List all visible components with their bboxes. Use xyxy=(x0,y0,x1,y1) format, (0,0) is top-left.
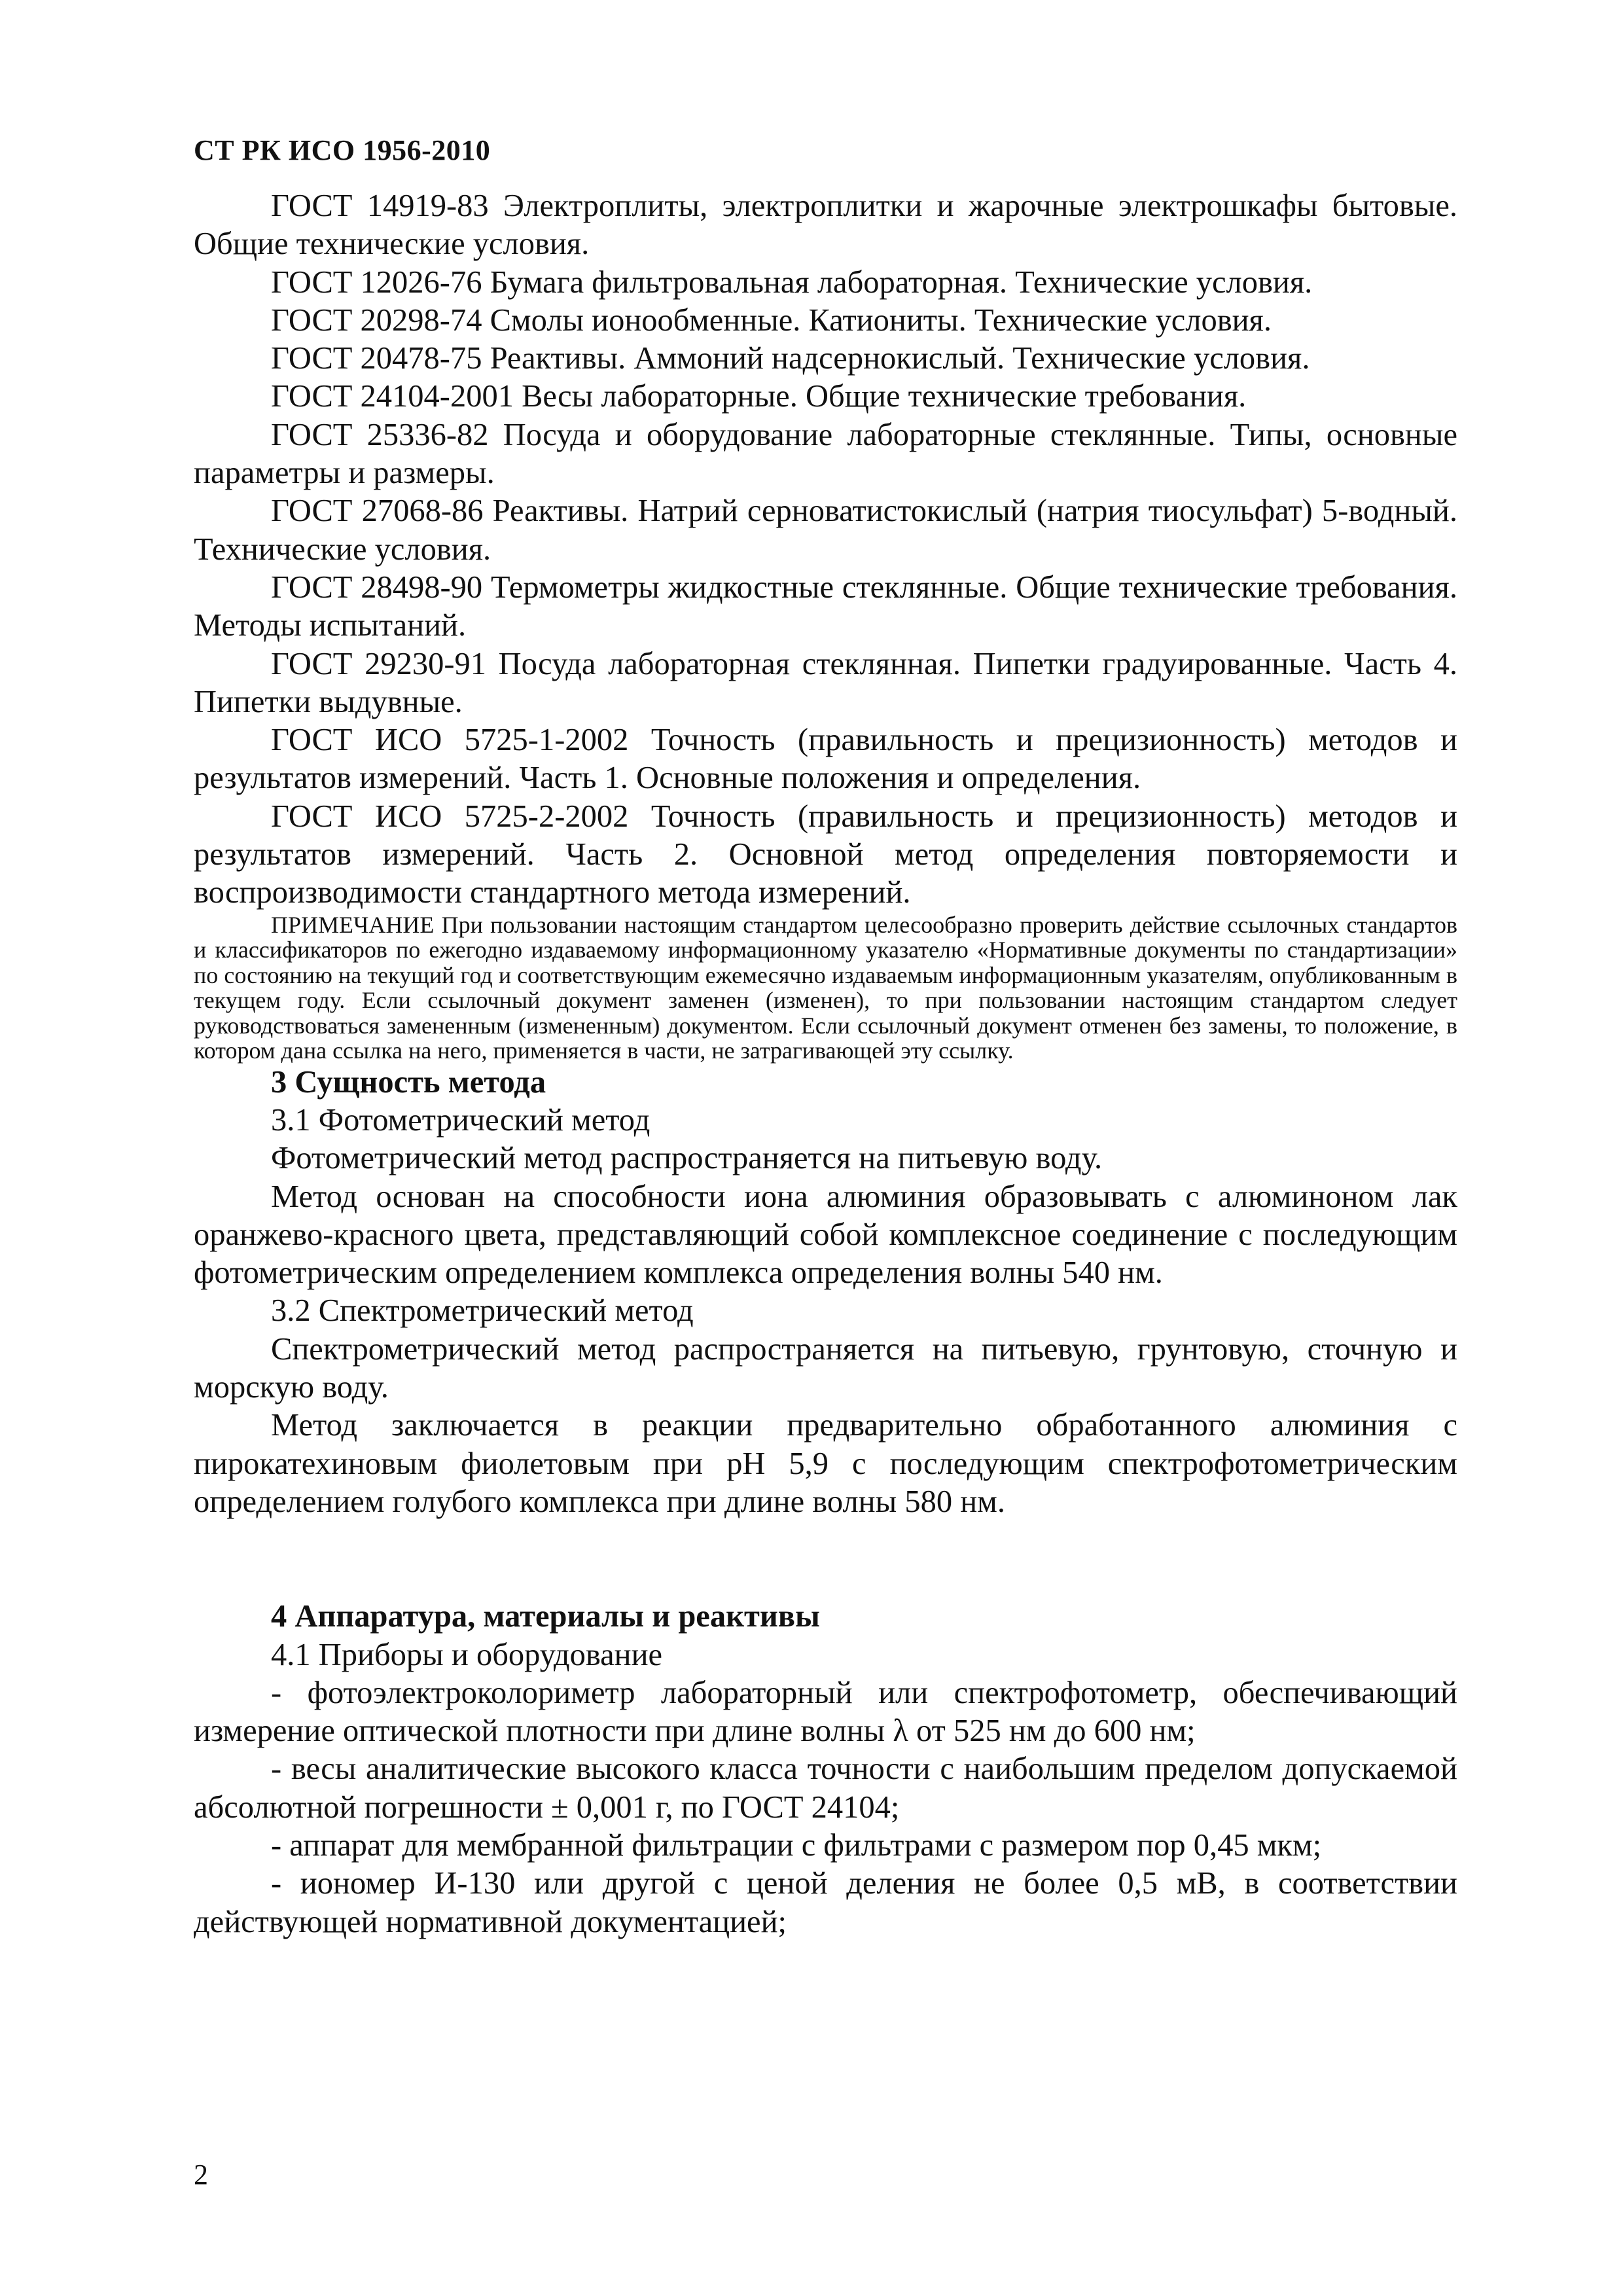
reference-item: ГОСТ 20478-75 Реактивы. Аммоний надсернокислый. Технические условия. xyxy=(271,341,1310,376)
section-3 xyxy=(194,1064,1457,1522)
paragraph: Метод основан на способности иона алюминия образовывать с алюминоном лак оранжево-красного цвета, представляющий собой комплексное соединение с последующим фотометрическим определением комплекса определения волны 540 нм. xyxy=(194,1179,1457,1291)
reference-item: ГОСТ ИСО 5725-2-2002 Точность (правильность и прецизионность) методов и результатов измерений. Часть 2. Основной метод определения повторяемости и воспроизводимости стандартного метода измерений. xyxy=(194,798,1457,910)
document-body xyxy=(194,187,1457,1941)
subsection-title: 4.1 Приборы и оборудование xyxy=(271,1637,663,1672)
reference-item: ГОСТ 20298-74 Смолы ионообменные. Катиониты. Технические условия. xyxy=(271,302,1272,338)
reference-item: ГОСТ 29230-91 Посуда лабораторная стеклянная. Пипетки градуированные. Часть 4. Пипетки выдувные. xyxy=(194,646,1457,719)
page-number: 2 xyxy=(194,2159,208,2191)
reference-item: ГОСТ 14919-83 Электроплиты, электроплитки и жарочные электрошкафы бытовые. Общие технические условия. xyxy=(194,188,1457,262)
reference-item: ГОСТ 25336-82 Посуда и оборудование лабораторные стеклянные. Типы, основные параметры и размеры. xyxy=(194,417,1457,491)
reference-item: ГОСТ 12026-76 Бумага фильтровальная лабораторная. Технические условия. xyxy=(271,264,1313,300)
note-paragraph: ПРИМЕЧАНИЕ При пользовании настоящим стандартом целесообразно проверить действие ссылочных стандартов и классификаторов по ежегодно издаваемому информационному указателю «Нормативные документы по стандартизации» по состоянию на текущий год и соответствующим ежемесячно издаваемым информационным указателям, опубликованным в текущем году. Если ссылочный документ заменен (изменен), то при пользовании настоящим стандартом следует руководствоваться замененным (измененным) документом. Если ссылочный документ отменен без замены, то положение, в котором дана ссылка на него, применяется в части, не затрагивающей эту ссылку. xyxy=(194,911,1457,1064)
reference-item: ГОСТ 28498-90 Термометры жидкостные стеклянные. Общие технические требования. Методы испытаний. xyxy=(194,569,1457,643)
list-item: - фотоэлектроколориметр лабораторный или спектрофотометр, обеспечивающий измерение оптической плотности при длине волны λ от 525 нм до 600 нм; xyxy=(194,1675,1457,1749)
reference-item: ГОСТ ИСО 5725-1-2002 Точность (правильность и прецизионность) методов и результатов измерений. Часть 1. Основные положения и определения. xyxy=(194,723,1457,796)
list-item: - весы аналитические высокого класса точности с наибольшим пределом допускаемой абсолютной погрешности ± 0,001 г, по ГОСТ 24104; xyxy=(194,1751,1457,1825)
list-item: - иономер И-130 или другой с ценой деления не более 0,5 мВ, в соответствии действующей нормативной документацией; xyxy=(194,1866,1457,1939)
section-heading: 3 Сущность метода xyxy=(271,1064,546,1100)
subsection-title: 3.2 Спектрометрический метод xyxy=(271,1293,694,1329)
document-header: СТ РК ИСО 1956-2010 xyxy=(194,134,491,166)
subsection-title: 3.1 Фотометрический метод xyxy=(271,1102,651,1138)
list-item: - аппарат для мембранной фильтрации с фильтрами с размером пор 0,45 мкм; xyxy=(271,1827,1322,1863)
paragraph: Спектрометрический метод распространяется на питьевую, грунтовую, сточную и морскую воду. xyxy=(194,1331,1457,1405)
reference-item: ГОСТ 27068-86 Реактивы. Натрий серноватистокислый (натрия тиосульфат) 5-водный. Технические условия. xyxy=(194,493,1457,567)
paragraph: Фотометрический метод распространяется на питьевую воду. xyxy=(271,1141,1103,1176)
normative-references xyxy=(194,187,1457,912)
section-heading: 4 Аппаратура, материалы и реактивы xyxy=(271,1599,820,1634)
section-4 xyxy=(194,1598,1457,1941)
paragraph: Метод заключается в реакции предварительно обработанного алюминия с пирокатехиновым фиолетовым при рН 5,9 с последующим спектрофотометрическим определением голубого комплекса при длине волны 580 нм. xyxy=(194,1408,1457,1519)
reference-item: ГОСТ 24104-2001 Весы лабораторные. Общие технические требования. xyxy=(271,379,1247,414)
